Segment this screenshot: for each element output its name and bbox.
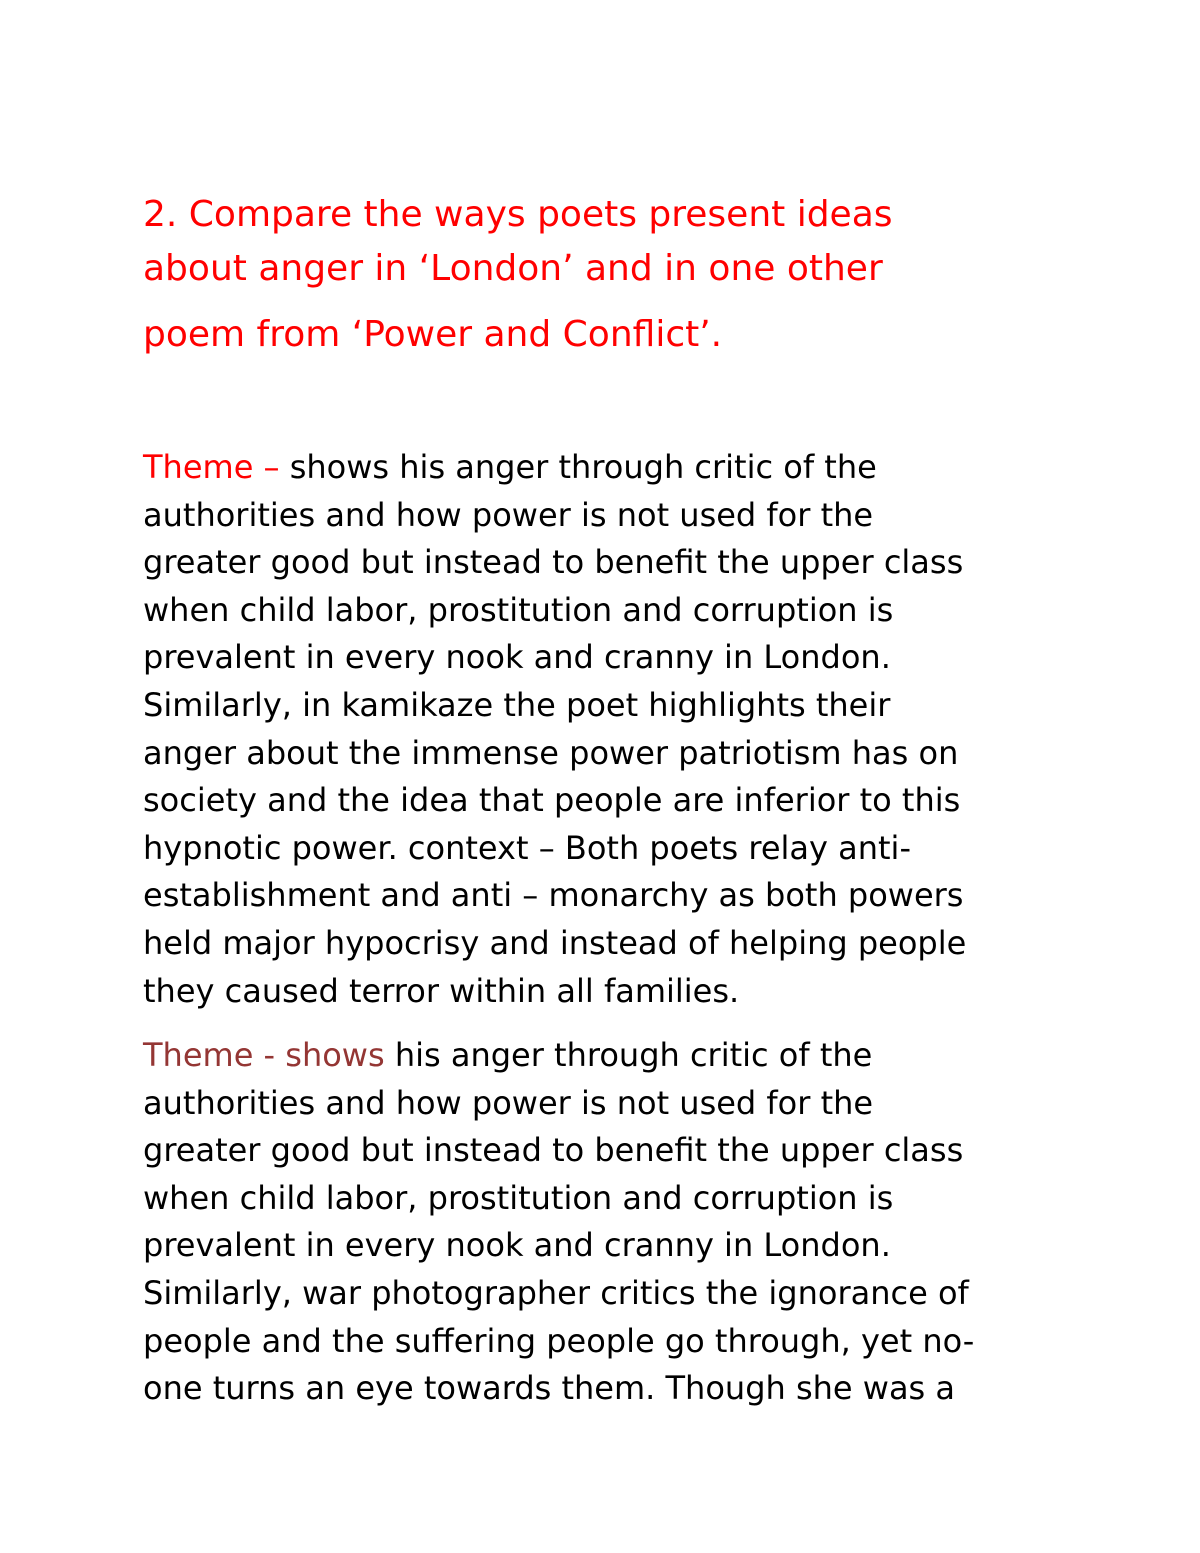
paragraph-text: his anger through critic of the <box>384 1036 873 1074</box>
paragraph-line: establishment and anti – monarchy as both powers <box>143 876 964 915</box>
paragraph-line: greater good but instead to benefit the upper class <box>143 1131 964 1170</box>
paragraph-line: Similarly, in kamikaze the poet highlights their <box>143 685 891 724</box>
paragraph-line: held major hypocrisy and instead of helping people <box>143 923 967 962</box>
paragraph-line: when child labor, prostitution and corruption is <box>143 590 894 629</box>
paragraph-line: hypnotic power. context – Both poets relay anti- <box>143 828 911 867</box>
paragraph-line: one turns an eye towards them. Though she was a <box>143 1369 955 1408</box>
paragraph-line: when child labor, prostitution and corruption is <box>143 1178 894 1217</box>
theme-paragraph-war-photographer <box>143 1032 1078 1413</box>
paragraph-line <box>143 444 1078 492</box>
question-line: poem from ‘Power and Conflict’. <box>143 314 723 355</box>
paragraph-line: greater good but instead to benefit the upper class <box>143 543 964 582</box>
question-heading <box>143 188 1103 370</box>
paragraph-text: shows his anger through critic of the <box>279 448 877 486</box>
theme-label: Theme – <box>143 448 280 486</box>
paragraph-line: society and the idea that people are inferior to this <box>143 781 961 820</box>
question-line: about anger in ‘London’ and in one other <box>143 248 883 289</box>
paragraph-line: prevalent in every nook and cranny in London. <box>143 638 891 677</box>
theme-paragraph-kamikaze <box>143 444 1078 1015</box>
paragraph-line: they caused terror within all families. <box>143 971 740 1010</box>
paragraph-line: people and the suffering people go through, yet no- <box>143 1321 975 1360</box>
paragraph-line <box>143 1032 1078 1080</box>
paragraph-line: prevalent in every nook and cranny in London. <box>143 1226 891 1265</box>
paragraph-line: Similarly, war photographer critics the ignorance of <box>143 1273 969 1312</box>
question-line: 2. Compare the ways poets present ideas <box>143 194 893 235</box>
paragraph-line: authorities and how power is not used for the <box>143 495 874 534</box>
paragraph-line: authorities and how power is not used for the <box>143 1083 874 1122</box>
paragraph-line: anger about the immense power patriotism has on <box>143 733 959 772</box>
theme-label: Theme - shows <box>143 1036 385 1074</box>
